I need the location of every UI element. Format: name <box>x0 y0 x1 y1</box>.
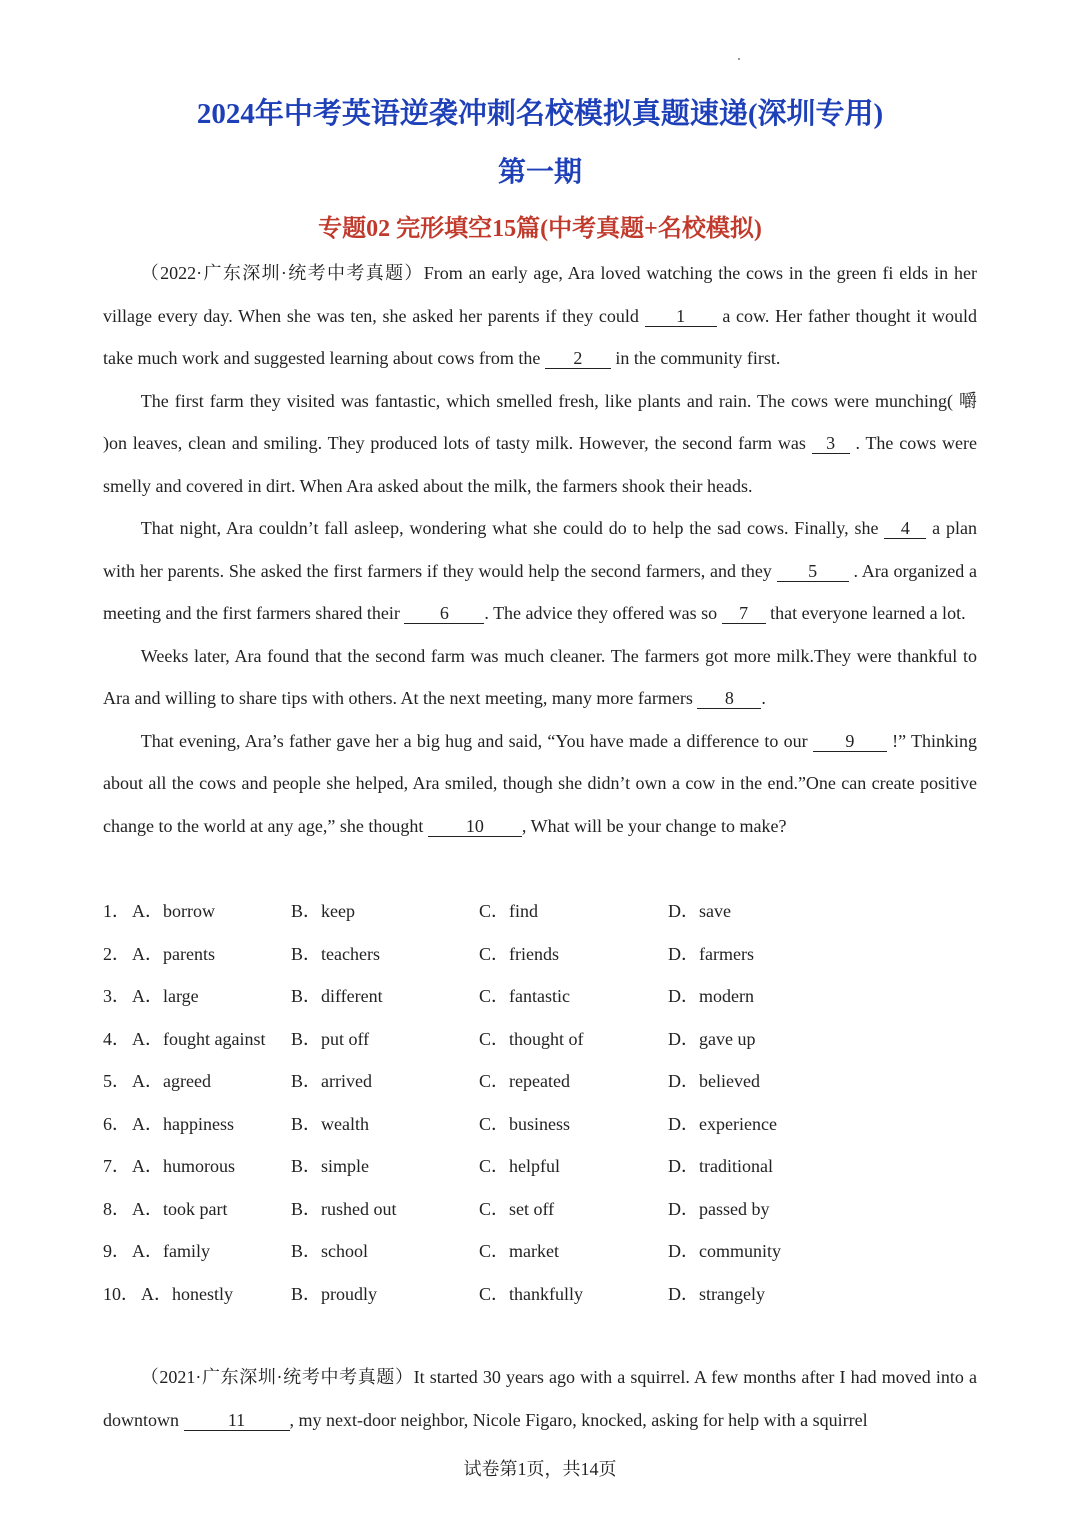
document-title: 2024年中考英语逆袭冲刺名校模拟真题速递(深圳专用) <box>196 98 884 130</box>
option-a: A．honestly <box>141 1283 233 1304</box>
option-row: 5． A．agreed B．arrived C．repeated D．believed <box>103 1060 977 1103</box>
blank-4: 4 <box>884 518 926 539</box>
option-b: B．wealth <box>291 1113 369 1134</box>
option-a: A．large <box>132 986 199 1006</box>
blank-11: 11 <box>184 1410 290 1431</box>
option-row: 1． A．borrow B．keep C．find D．save <box>103 890 977 933</box>
option-row: 10． A．honestly B．proudly C．thankfully D．strangely <box>103 1273 977 1316</box>
blank-3: 3 <box>812 433 850 454</box>
option-row: 8． A．took part B．rushed out C．set off D．passed by <box>103 1188 977 1231</box>
paragraph: Weeks later, Ara found that the second farm was much cleaner. The farmers got more milk.They were thankful to Ara and willing to share tips with others. At the next meeting, many more farmers 8 . <box>103 645 977 708</box>
topic-heading: 专题02 完形填空15篇(中考真题+名校模拟) <box>318 216 762 242</box>
option-d: D．community <box>668 1241 781 1261</box>
option-c: C．thought of <box>479 1028 584 1049</box>
option-a: A．family <box>132 1241 210 1261</box>
option-row: 6． A．happiness B．wealth C．business D．experience <box>103 1103 977 1146</box>
option-d: D．traditional <box>668 1156 773 1176</box>
option-c: C．market <box>479 1241 559 1261</box>
option-row: 4． A．fought against B．put off C．thought of D．gave up <box>103 1018 977 1061</box>
blank-1: 1 <box>645 306 717 327</box>
scan-dot <box>738 58 740 60</box>
option-a: A．fought against <box>132 1028 266 1049</box>
option-row: 3． A．large B．different C．fantastic D．modern <box>103 975 977 1018</box>
option-row: 9． A．family B．school C．market D．community <box>103 1230 977 1273</box>
option-b: B．rushed out <box>291 1198 397 1219</box>
option-d: D．passed by <box>668 1198 770 1219</box>
option-d: D．strangely <box>668 1283 765 1304</box>
option-a: A．borrow <box>132 901 215 921</box>
option-c: C．fantastic <box>479 986 570 1006</box>
option-b: B．different <box>291 986 383 1006</box>
blank-6: 6 <box>404 603 484 624</box>
option-b: B．proudly <box>291 1283 378 1304</box>
option-d: D．save <box>668 901 731 921</box>
blank-9: 9 <box>813 731 887 752</box>
issue-label: 第一期 <box>497 157 582 188</box>
option-b: B．school <box>291 1241 369 1261</box>
option-c: C．repeated <box>479 1071 570 1091</box>
option-b: B．teachers <box>291 943 380 964</box>
option-c: C．helpful <box>479 1156 560 1176</box>
passage-1 <box>103 252 977 847</box>
option-a: A．happiness <box>132 1113 234 1134</box>
option-a: A．took part <box>132 1198 228 1219</box>
option-a: A．humorous <box>132 1156 235 1176</box>
paragraph: （2022·广东深圳·统考中考真题）From an early age, Ara loved watching the cows in the green fi elds in her village every day. When she was ten, she asked her parents if they could 1 a cow. Her father thought it would take much work and suggested learning about cows from the 2 in the community first. <box>103 263 977 368</box>
option-c: C．set off <box>479 1198 555 1219</box>
option-b: B．simple <box>291 1156 370 1176</box>
option-b: B．arrived <box>291 1071 372 1091</box>
page-footer: 试卷第1页，共14页 <box>463 1459 617 1479</box>
option-b: B．keep <box>291 901 355 921</box>
option-d: D．modern <box>668 986 754 1006</box>
blank-7: 7 <box>722 603 766 624</box>
paragraph: The first farm they visited was fantastic, which smelled fresh, like plants and rain. The cows were munching( 嚼 )on leaves, clean and smiling. They produced lots of tasty milk. However, the second farm was 3 . The cows were smelly and covered in dirt. When Ara asked about the milk, the farmers shook their heads. <box>103 390 978 496</box>
option-d: D．experience <box>668 1113 777 1134</box>
option-a: A．agreed <box>132 1071 211 1091</box>
option-row: 7． A．humorous B．simple C．helpful D．traditional <box>103 1145 977 1188</box>
option-a: A．parents <box>132 943 215 964</box>
option-d: D．believed <box>668 1071 760 1091</box>
blank-8: 8 <box>697 688 761 709</box>
passage-2 <box>103 1356 977 1441</box>
option-c: C．thankfully <box>479 1283 583 1304</box>
paragraph: That night, Ara couldn’t fall asleep, wondering what she could do to help the sad cows. Finally, she 4 a plan with her parents. She asked the first farmers if they would help the second farmers, and they 5 . Ara organized a meeting and the first farmers shared their 6 . The advice they offered was so 7 that everyone learned a lot. <box>103 518 977 623</box>
blank-2: 2 <box>545 348 611 369</box>
answer-options <box>103 890 977 1315</box>
paragraph: That evening, Ara’s father gave her a big hug and said, “You have made a difference to our 9 !” Thinking about all the cows and people she helped, Ara smiled, though she didn’t own a cow in the end.”One can create positive change to the world at any age,” she thought 10 , What will be your change to make? <box>103 730 978 836</box>
blank-5: 5 <box>777 561 849 582</box>
option-c: C．business <box>479 1113 571 1134</box>
paragraph: （2021·广东深圳·统考中考真题）It started 30 years ago with a squirrel. A few months after I had moved into a downtown 11 , my next-door neighbor, Nicole Figaro, knocked, asking for help with a squirrel <box>103 1367 977 1430</box>
blank-10: 10 <box>428 816 522 837</box>
option-c: C．find <box>479 901 539 921</box>
option-d: D．gave up <box>668 1028 756 1049</box>
option-b: B．put off <box>291 1028 370 1049</box>
option-row: 2． A．parents B．teachers C．friends D．farmers <box>103 933 977 976</box>
option-d: D．farmers <box>668 943 754 964</box>
option-c: C．friends <box>479 943 559 964</box>
